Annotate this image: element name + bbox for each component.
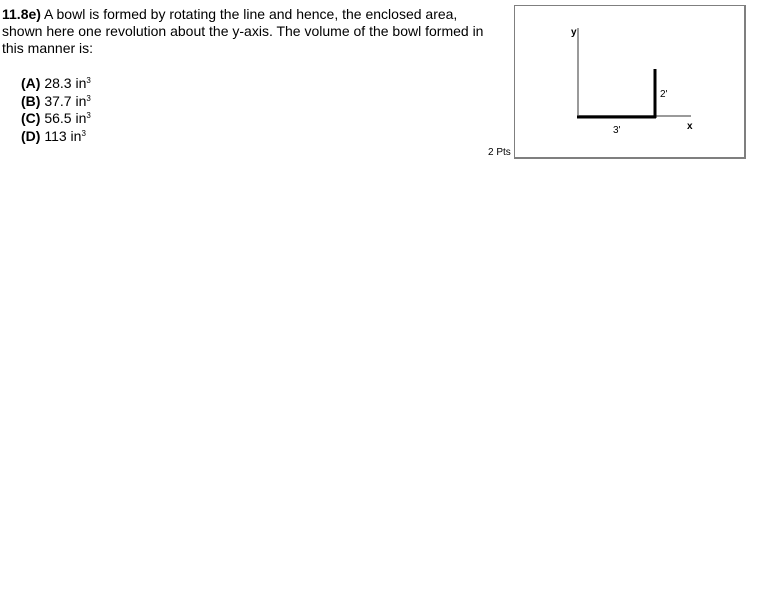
figure-svg: [515, 6, 747, 160]
choice-value: 37.7 in: [40, 92, 87, 109]
choice-a: [21, 75, 91, 93]
choice-d: [21, 128, 91, 146]
answer-choices: [21, 75, 91, 145]
choice-exponent: 3: [81, 128, 86, 138]
question-text: [2, 6, 492, 57]
choice-exponent: 3: [86, 111, 91, 120]
choice-letter: (B): [21, 92, 41, 109]
height-label: 2': [660, 89, 668, 100]
bowl-figure: [514, 5, 746, 159]
choice-exponent: 3: [86, 76, 91, 85]
choice-c: [21, 110, 91, 128]
choice-value: 113 in: [40, 127, 82, 144]
choice-letter: (C): [21, 110, 41, 126]
base-length-label: 3': [613, 125, 621, 136]
question-body: A bowl is formed by rotating the line and hence, the enclosed area, shown here one revolution about the y-axis. The volume of the bowl formed in this manner is:: [2, 6, 484, 56]
points-label: 2 Pts: [488, 147, 511, 158]
choice-b: [21, 93, 91, 111]
x-axis-label: x: [687, 121, 693, 132]
choice-value: 28.3 in: [40, 75, 87, 91]
choice-letter: (A): [21, 75, 41, 91]
choice-value: 56.5 in: [40, 110, 87, 126]
choice-letter: (D): [21, 127, 41, 144]
choice-exponent: 3: [86, 93, 91, 103]
y-axis-label: y: [571, 27, 577, 38]
question-number: 11.8e): [2, 6, 41, 22]
